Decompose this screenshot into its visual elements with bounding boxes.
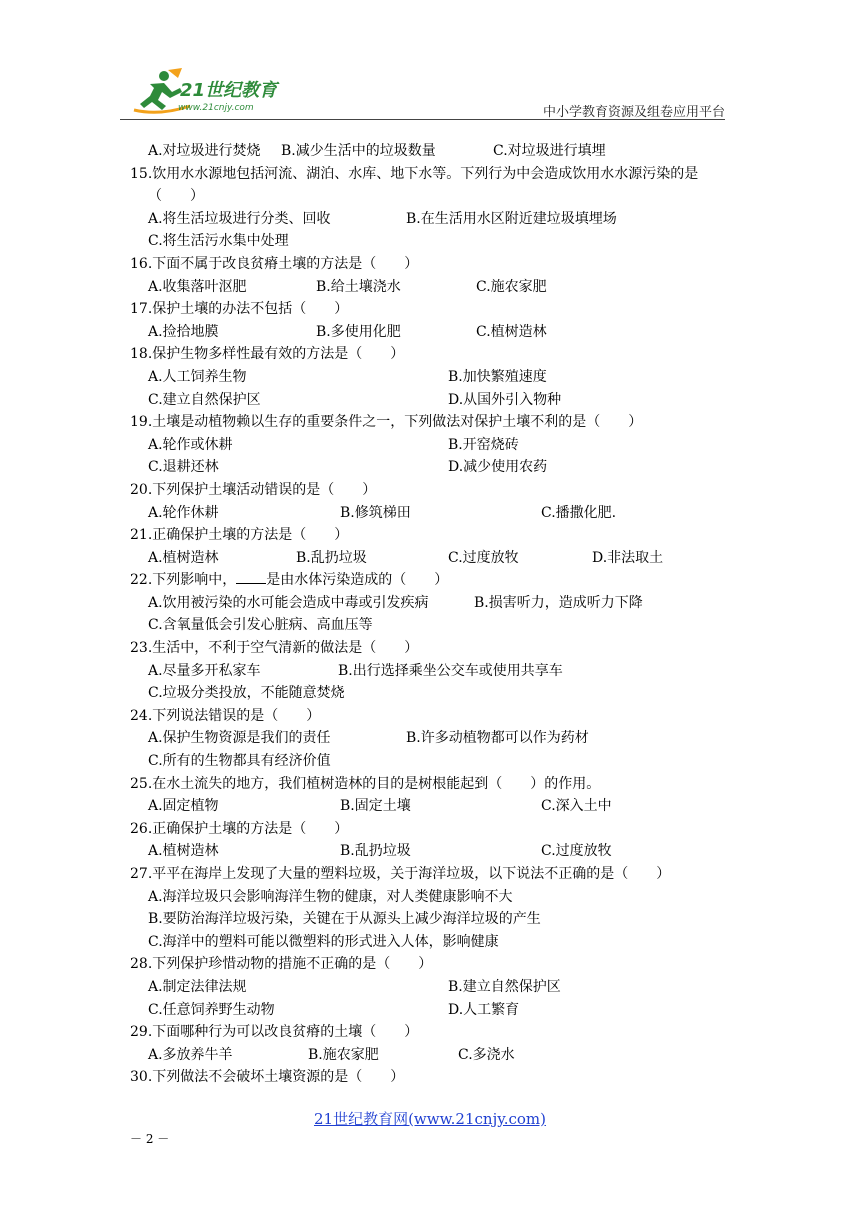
q22-options xyxy=(148,592,735,615)
question-23 xyxy=(130,637,735,660)
q19-option-b[interactable]: B.开窑烧砖 xyxy=(448,436,519,453)
q18-option-c[interactable]: C.建立自然保护区 xyxy=(148,391,261,408)
q24-option-a[interactable]: A.保护生物资源是我们的责任 xyxy=(148,730,331,747)
q16-option-b[interactable]: B.给土壤浇水 xyxy=(316,278,401,295)
q24-option-c[interactable]: C.所有的生物都具有经济价值 xyxy=(148,753,331,770)
question-17 xyxy=(130,298,735,321)
q24-option-b[interactable]: B.许多动植物都可以作为药材 xyxy=(406,730,589,747)
q20-option-b[interactable]: B.修筑梯田 xyxy=(340,504,411,521)
q22-option-c[interactable]: C.含氧量低会引发心脏病、高血压等 xyxy=(148,617,373,634)
q22-text-before: 22.下列影响中， xyxy=(130,572,237,589)
q17-text: 17.保护土壤的办法不包括（ ） xyxy=(130,301,349,318)
question-25 xyxy=(130,773,735,796)
q27-option-a[interactable]: A.海洋垃圾只会影响海洋生物的健康，对人类健康影响不大 xyxy=(148,888,513,905)
q19-option-a[interactable]: A.轮作或休耕 xyxy=(148,436,233,453)
question-15 xyxy=(130,163,735,208)
q16-option-a[interactable]: A.收集落叶沤肥 xyxy=(148,278,247,295)
logo-main-text: 21世纪教育 xyxy=(180,80,278,101)
q30-text: 30.下列做法不会破坏土壤资源的是（ ） xyxy=(130,1069,405,1086)
q15-options xyxy=(148,208,735,231)
q29-option-b[interactable]: B.施农家肥 xyxy=(308,1046,379,1063)
q27-options xyxy=(148,886,735,909)
q15-options-2 xyxy=(148,230,735,253)
q14-option-a[interactable]: A.对垃圾进行焚烧 xyxy=(148,143,261,159)
q21-option-c[interactable]: C.过度放牧 xyxy=(448,549,519,566)
q20-text: 20.下列保护土壤活动错误的是（ ） xyxy=(130,481,377,498)
q18-options-2 xyxy=(148,389,735,412)
q18-options xyxy=(148,366,735,389)
q27-options-3 xyxy=(148,931,735,954)
q16-options xyxy=(148,276,735,299)
q23-option-a[interactable]: A.尽量多开私家车 xyxy=(148,662,261,679)
q27-option-c[interactable]: C.海洋中的塑料可能以微塑料的形式进入人体，影响健康 xyxy=(148,933,499,950)
logo-sub-text: www.21cnjy.com xyxy=(178,103,254,113)
q25-option-a[interactable]: A.固定植物 xyxy=(148,798,219,815)
q18-option-d[interactable]: D.从国外引入物种 xyxy=(448,391,562,408)
question-list xyxy=(130,140,735,1089)
q23-option-b[interactable]: B.出行选择乘坐公交车或使用共享车 xyxy=(338,662,563,679)
q19-option-c[interactable]: C.退耕还林 xyxy=(148,459,219,476)
q15-option-c[interactable]: C.将生活污水集中处理 xyxy=(148,233,289,250)
q28-options xyxy=(148,976,735,999)
q25-options xyxy=(148,795,735,818)
question-20 xyxy=(130,479,735,502)
q22-option-b[interactable]: B.损害听力，造成听力下降 xyxy=(474,594,643,611)
q23-options-2 xyxy=(148,682,735,705)
q28-option-a[interactable]: A.制定法律法规 xyxy=(148,978,247,995)
platform-title: 中小学教育资源及组卷应用平台 xyxy=(542,105,725,120)
question-29 xyxy=(130,1021,735,1044)
q29-option-a[interactable]: A.多放养牛羊 xyxy=(148,1046,233,1063)
q27-options-2 xyxy=(148,908,735,931)
q14-option-b[interactable]: B.减少生活中的垃圾数量 xyxy=(281,143,436,159)
q29-text: 29.下面哪种行为可以改良贫瘠的土壤（ ） xyxy=(130,1024,419,1041)
question-26 xyxy=(130,818,735,841)
q18-option-b[interactable]: B.加快繁殖速度 xyxy=(448,368,547,385)
q20-option-a[interactable]: A.轮作休耕 xyxy=(148,504,219,521)
q15-option-a[interactable]: A.将生活垃圾进行分类、回收 xyxy=(148,210,331,227)
question-21 xyxy=(130,524,735,547)
q21-option-a[interactable]: A.植树造林 xyxy=(148,549,219,566)
header-divider xyxy=(120,119,725,120)
question-18 xyxy=(130,343,735,366)
q27-text: 27.平平在海岸上发现了大量的塑料垃圾，关于海洋垃圾，以下说法不正确的是（ ） xyxy=(130,866,671,882)
q29-option-c[interactable]: C.多浇水 xyxy=(458,1046,515,1063)
q28-option-c[interactable]: C.任意饲养野生动物 xyxy=(148,1001,275,1018)
q21-option-b[interactable]: B.乱扔垃圾 xyxy=(296,549,367,566)
q18-text: 18.保护生物多样性最有效的方法是（ ） xyxy=(130,346,405,363)
q19-option-d[interactable]: D.减少使用农药 xyxy=(448,459,548,476)
q25-option-c[interactable]: C.深入土中 xyxy=(541,798,612,815)
q19-options xyxy=(148,434,735,457)
page-number: － 2 － xyxy=(130,1132,170,1146)
q23-option-c[interactable]: C.垃圾分类投放，不能随意焚烧 xyxy=(148,685,345,702)
q14-options xyxy=(148,140,735,163)
q14-option-c[interactable]: C.对垃圾进行填埋 xyxy=(493,143,606,159)
q22-blank[interactable] xyxy=(236,569,266,584)
q21-option-d[interactable]: D.非法取土 xyxy=(592,549,664,566)
q25-text: 25.在水土流失的地方，我们植树造林的目的是树根能起到（ ）的作用。 xyxy=(130,775,601,792)
question-16 xyxy=(130,253,735,276)
q17-option-c[interactable]: C.植树造林 xyxy=(476,323,547,340)
q28-options-2 xyxy=(148,999,735,1022)
q29-options xyxy=(148,1044,735,1067)
q22-option-a[interactable]: A.饮用被污染的水可能会造成中毒或引发疾病 xyxy=(148,594,429,611)
q20-options xyxy=(148,502,735,525)
q26-text: 26.正确保护土壤的方法是（ ） xyxy=(130,820,349,837)
question-22 xyxy=(130,569,735,592)
q28-option-b[interactable]: B.建立自然保护区 xyxy=(448,978,561,995)
q24-options xyxy=(148,727,735,750)
q21-options xyxy=(148,547,735,570)
q17-option-b[interactable]: B.多使用化肥 xyxy=(316,323,401,340)
q18-option-a[interactable]: A.人工饲养生物 xyxy=(148,368,247,385)
q15-text: 15.饮用水水源地包括河流、湖泊、水库、地下水等。下列行为中会造成饮用水水源污染的是（ ） xyxy=(130,165,699,205)
q22-options-2 xyxy=(148,614,735,637)
question-30 xyxy=(130,1066,735,1089)
page-header xyxy=(120,66,725,120)
logo xyxy=(120,66,290,116)
q27-option-b[interactable]: B.要防治海洋垃圾污染，关键在于从源头上减少海洋垃圾的产生 xyxy=(148,911,541,928)
q23-text: 23.生活中，不利于空气清新的做法是（ ） xyxy=(130,640,419,657)
q19-text: 19.土壤是动植物赖以生存的重要条件之一，下列做法对保护土壤不利的是（ ） xyxy=(130,414,643,431)
footer-site-link[interactable]: 21世纪教育网(www.21cnjy.com) xyxy=(313,1110,546,1128)
q24-options-2 xyxy=(148,750,735,773)
q28-option-d[interactable]: D.人工繁育 xyxy=(448,1001,520,1018)
q17-option-a[interactable]: A.捡拾地膜 xyxy=(148,323,219,340)
question-24 xyxy=(130,705,735,728)
q26-option-b[interactable]: B.乱扔垃圾 xyxy=(340,843,411,860)
q19-options-2 xyxy=(148,456,735,479)
q16-option-c[interactable]: C.施农家肥 xyxy=(476,278,547,295)
q17-options xyxy=(148,321,735,344)
q28-text: 28.下列保护珍惜动物的措施不正确的是（ ） xyxy=(130,956,433,973)
q22-text-after: 是由水体污染造成的（ ） xyxy=(266,572,449,589)
q23-options xyxy=(148,660,735,683)
q21-text: 21.正确保护土壤的方法是（ ） xyxy=(130,527,349,544)
question-19 xyxy=(130,411,735,434)
q24-text: 24.下列说法错误的是（ ） xyxy=(130,707,321,724)
q20-option-c[interactable]: C.播撒化肥. xyxy=(541,504,617,521)
q25-option-b[interactable]: B.固定土壤 xyxy=(340,798,411,815)
question-28 xyxy=(130,953,735,976)
q26-options xyxy=(148,840,735,863)
q26-option-c[interactable]: C.过度放牧 xyxy=(541,843,612,860)
q16-text: 16.下面不属于改良贫瘠土壤的方法是（ ） xyxy=(130,255,419,272)
question-27 xyxy=(130,863,735,886)
q15-option-b[interactable]: B.在生活用水区附近建垃圾填埋场 xyxy=(406,210,617,227)
q26-option-a[interactable]: A.植树造林 xyxy=(148,843,219,860)
